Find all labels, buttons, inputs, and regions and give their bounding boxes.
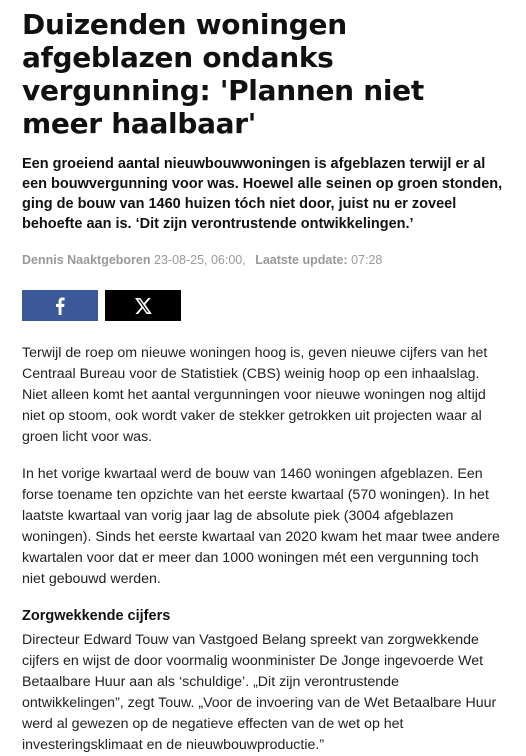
updated-label: Laatste update: — [255, 253, 348, 267]
article-headline: Duizenden woningen afgeblazen ondanks vergunning: 'Plannen niet meer haalbaar' — [22, 8, 424, 140]
body-paragraph: Directeur Edward Touw van Vastgoed Belang spreekt van zorgwekkende cijfers en wijst de door voormalig woonminister De Jonge ingevoerde Wet Betaalbare Huur aan als ‘schuldige’. „Dit zijn verontrustende ontwikkelingen”, zegt Touw. „Voor de invoering van de Wet Betaalbare Huur werd al gewezen op de negatieve effecten van de wet op het investeringsklimaat en de nieuwbouwproductie.” — [22, 632, 497, 753]
facebook-icon — [55, 297, 65, 315]
x-icon — [135, 298, 152, 314]
article-lead: Een groeiend aantal nieuwbouwwoningen is afgeblazen terwijl er al een bouwvergunning voor was. Hoewel alle seinen op groen stonden, ging de bouw van 1460 huizen tóch niet door, juist nu er zoveel behoefte aan is. ‘Dit zijn verontrustende ontwikkelingen.’ — [22, 156, 503, 232]
share-x-button[interactable] — [105, 290, 181, 321]
author-name[interactable]: Dennis Naaktgeboren — [22, 253, 151, 267]
updated-time: 07:28 — [351, 253, 383, 267]
section-subheading: Zorgwekkende cijfers — [22, 608, 171, 624]
body-paragraph: Terwijl de roep om nieuwe woningen hoog is, geven nieuwe cijfers van het Centraal Bureau voor de Statistiek (CBS) weinig hoop op een inhaalslag. Niet alleen komt het aantal vergunningen voor nieuwe woningen nog altijd niet op stoom, ook wordt vaker de stekker getrokken uit projecten waar al groen licht voor was. — [22, 345, 488, 445]
publish-date: 23-08-25, 06:00 — [154, 253, 243, 267]
article-body — [22, 343, 504, 756]
share-facebook-button[interactable] — [22, 290, 98, 321]
body-paragraph: In het vorige kwartaal werd de bouw van 1460 woningen afgeblazen. Een forse toename ten opzichte van het eerste kwartaal (570 woningen). In het laatste kwartaal van vorig jaar lag de absolute piek (3004 afgeblazen woningen). Sinds het eerste kwartaal van 2020 kwam het maar twee andere kwartalen voor dat er meer dan 1000 woningen mét een vergunning toch niet gebouwd werden. — [22, 466, 500, 587]
byline: Dennis Naaktgeboren 23-08-25, 06:00, Laatste update: 07:28 — [22, 253, 383, 267]
share-buttons — [22, 290, 504, 321]
